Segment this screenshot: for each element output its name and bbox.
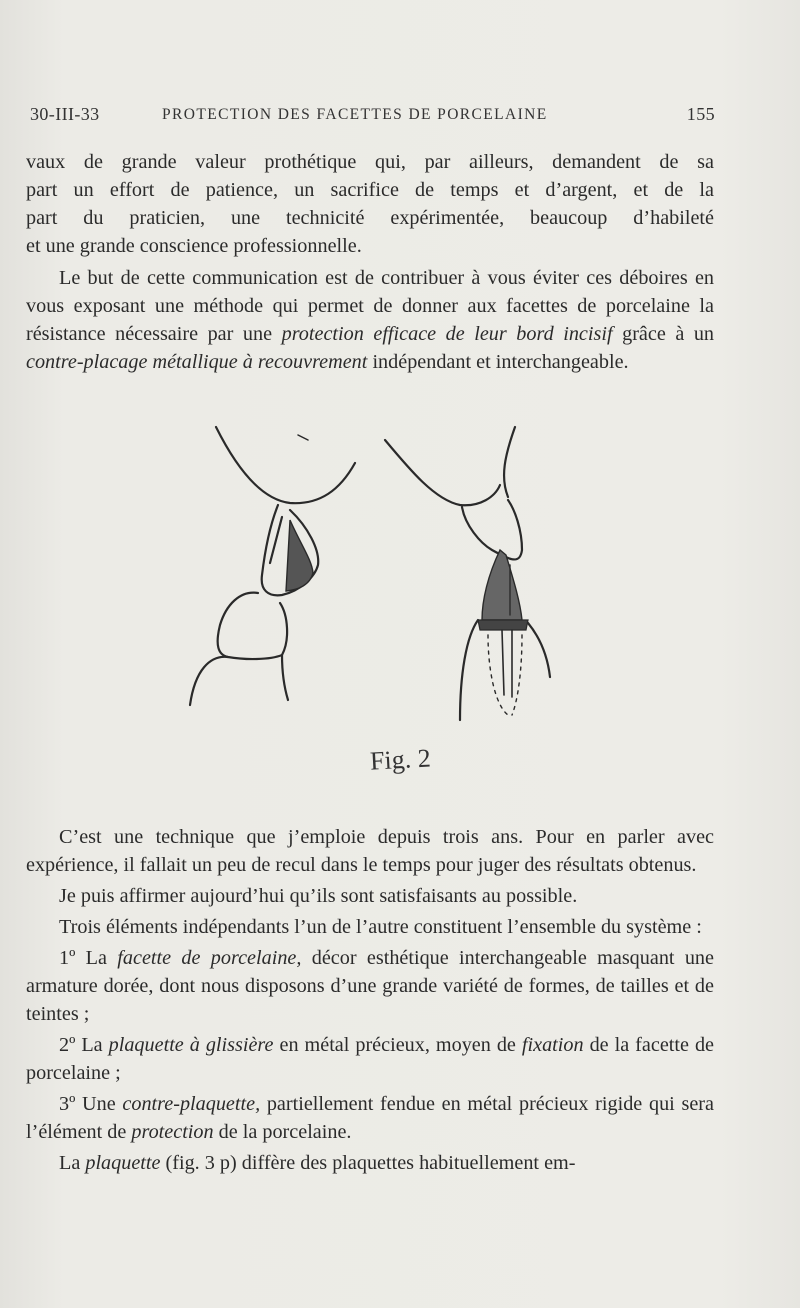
text-run: décor esthétique interchangeable masquant une armature dorée, dont nous disposons d’une grande variété de formes, de tailles et de teintes ; bbox=[26, 947, 714, 1025]
list-number: 1º La bbox=[59, 947, 118, 969]
page-number: 155 bbox=[686, 104, 715, 124]
italic-run: facette de porcelaine, bbox=[117, 947, 302, 969]
text-line: vaux de grande valeur prothétique qui, par ailleurs, demandent de sa bbox=[26, 151, 714, 173]
italic-run: protection bbox=[131, 1121, 214, 1143]
italic-run: contre-placage métallique à recouvrement bbox=[26, 351, 368, 373]
italic-run: fixation bbox=[521, 1034, 584, 1056]
italic-run: plaquette à glissière bbox=[108, 1034, 274, 1056]
text-paragraph bbox=[26, 1149, 714, 1177]
text-line: part un effort de patience, un sacrifice de temps et d’argent, et de la bbox=[26, 179, 714, 201]
text-run: de la facette de porcelaine ; bbox=[26, 1034, 715, 1084]
list-item-contre-plaquette bbox=[26, 1090, 714, 1146]
text-run: partiellement fendue en métal précieux rigide qui sera l’élément de bbox=[26, 1093, 714, 1143]
header-title: PROTECTION DES FACETTES DE PORCELAINE bbox=[162, 106, 548, 123]
text-paragraph: C’est une technique que j’emploie depuis trois ans. Pour en parler avec expérience, il fallait un peu de recul dans le temps pour juger des résultats obtenus. bbox=[26, 826, 714, 876]
list-number: 2º La bbox=[59, 1034, 109, 1056]
list-item-facette bbox=[26, 944, 714, 1028]
text-run: (fig. 3 p) diffère des plaquettes habituellement em- bbox=[160, 1152, 576, 1174]
text-run: de la porcelaine. bbox=[213, 1121, 352, 1143]
text-run: indépendant et interchangeable. bbox=[367, 351, 629, 373]
list-item-plaquette bbox=[26, 1031, 714, 1087]
text-run: grâce à un bbox=[612, 323, 715, 345]
list-number: 3º Une bbox=[59, 1093, 123, 1115]
figure-caption: Fig. 2 bbox=[369, 743, 432, 776]
text-run: Le but de cette communication est de contribuer à vous éviter ces déboires en vous exposant une méthode qui permet de donner aux facettes de porcelaine la résistance nécessaire par une bbox=[26, 267, 714, 345]
running-header bbox=[30, 104, 715, 132]
italic-run: protection efficace de leur bord incisif bbox=[281, 323, 613, 345]
paragraph-technique bbox=[26, 823, 714, 1177]
header-date: 30-III-33 bbox=[30, 104, 100, 124]
italic-run: plaquette bbox=[85, 1152, 161, 1174]
text-run: La bbox=[59, 1152, 86, 1174]
paragraph-purpose bbox=[26, 264, 714, 376]
text-paragraph: Trois éléments indépendants l’un de l’autre constituent l’ensemble du système : bbox=[59, 916, 702, 938]
text-paragraph: Je puis affirmer aujourd’hui qu’ils sont satisfaisants au possible. bbox=[59, 885, 578, 907]
italic-run: contre-plaquette, bbox=[122, 1093, 261, 1115]
text-run: en métal précieux, moyen de bbox=[273, 1034, 522, 1056]
paragraph-continuation bbox=[26, 148, 714, 260]
text-line: part du praticien, une technicité expérimentée, beaucoup d’habileté bbox=[26, 207, 714, 229]
text-line: et une grande conscience professionnelle. bbox=[26, 235, 362, 257]
